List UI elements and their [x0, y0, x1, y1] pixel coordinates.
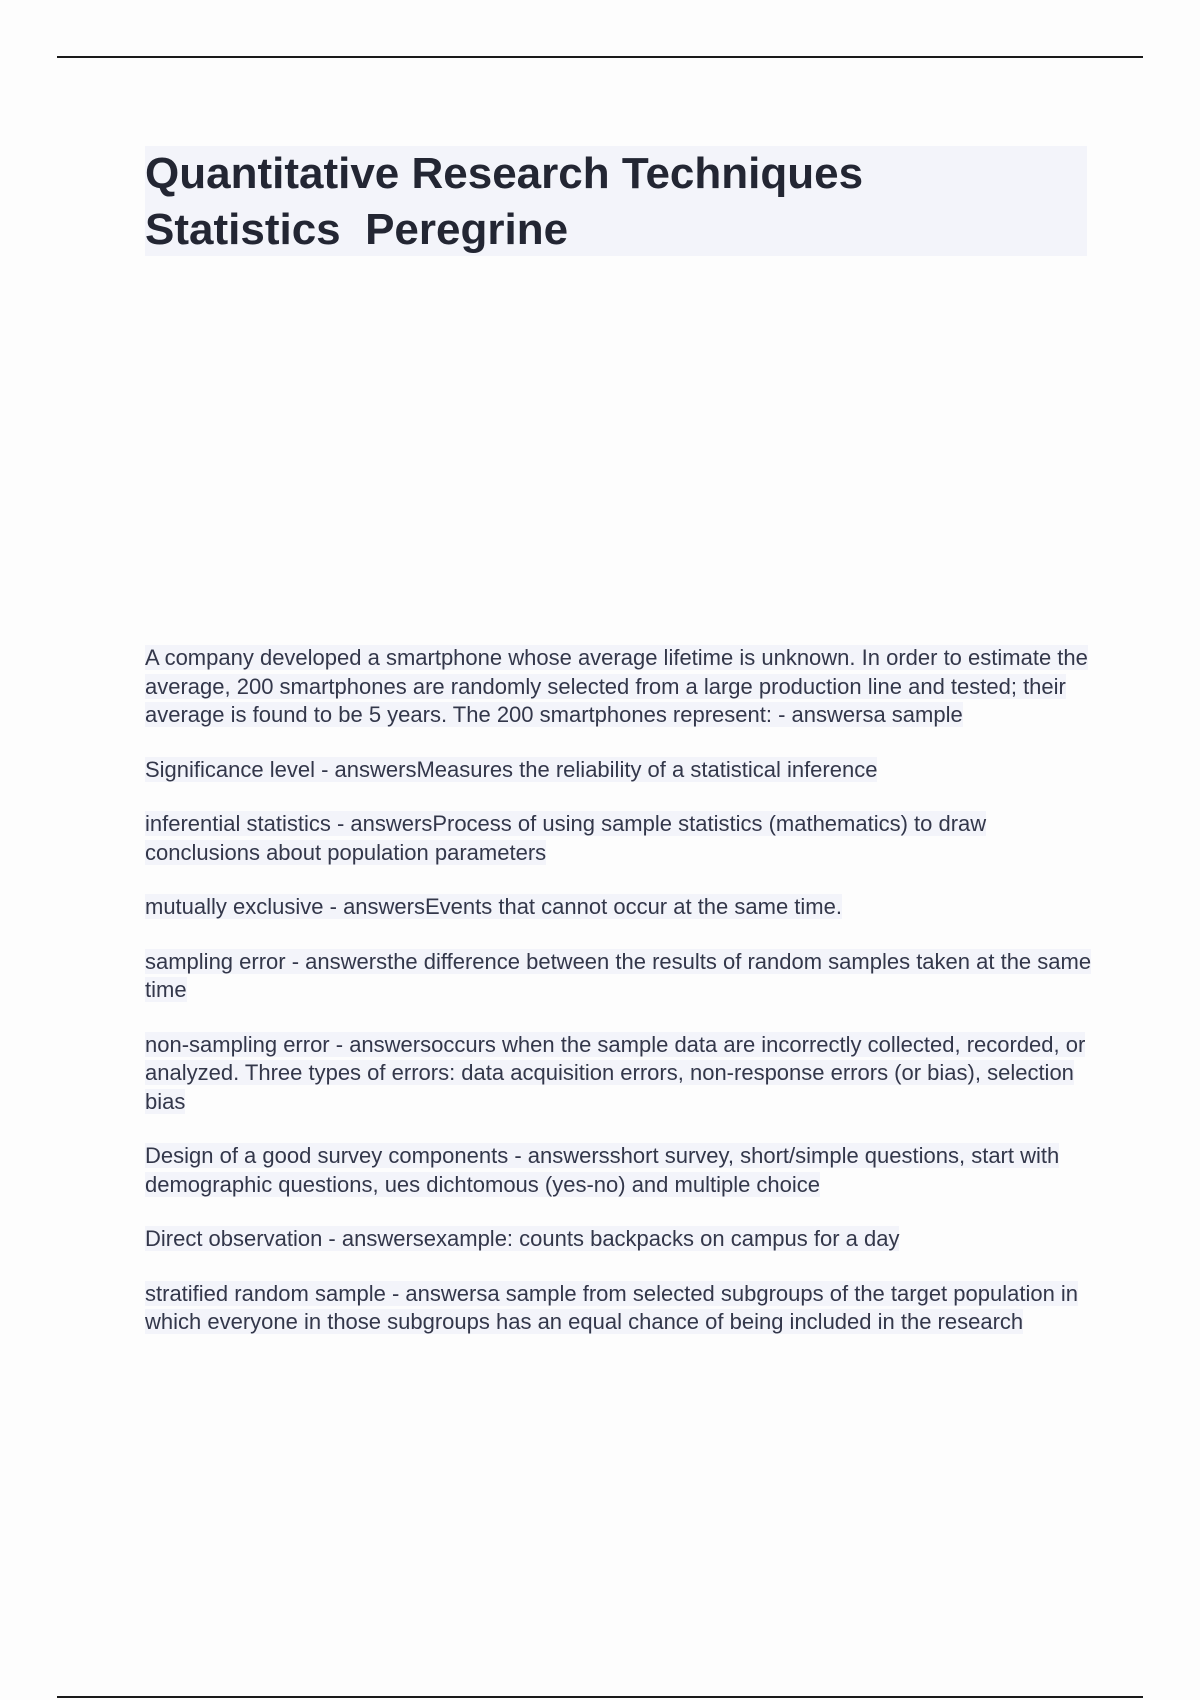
qa-item: Design of a good survey components - answersshort survey, short/simple questions, start with demographic questions, ues dichtomous (yes-no) and multiple choice	[145, 1143, 1060, 1197]
qa-item: Direct observation - answersexample: counts backpacks on campus for a day	[145, 1226, 900, 1251]
qa-item: Significance level - answersMeasures the reliability of a statistical inference	[145, 756, 878, 782]
qa-item: mutually exclusive - answersEvents that cannot occur at the same time.	[145, 894, 842, 919]
qa-item: stratified random sample - answersa sample from selected subgroups of the target population in which everyone in those subgroups has an equal chance of being included in the research	[145, 1280, 1079, 1334]
page-bottom-rule	[57, 1696, 1143, 1698]
qa-list	[145, 644, 1095, 1363]
page-top-rule	[57, 56, 1143, 58]
qa-item: A company developed a smartphone whose average lifetime is unknown. In order to estimate the average, 200 smartphones are randomly selected from a large production line and tested; their average is found to be 5 years. The 200 smartphones represent: - answersa sample	[145, 645, 1088, 727]
qa-item: inferential statistics - answersProcess of using sample statistics (mathematics) to draw conclusions about population parameters	[145, 811, 987, 865]
title-line-1: Quantitative Research Techniques	[145, 149, 864, 198]
title-block	[145, 146, 1087, 256]
document-title	[145, 146, 1087, 258]
qa-item: sampling error - answersthe difference between the results of random samples taken at the same time	[145, 948, 1092, 1002]
qa-item: non-sampling error - answersoccurs when the sample data are incorrectly collected, recorded, or analyzed. Three types of errors: data acquisition errors, non-response errors (or bias), selection bias	[145, 1031, 1086, 1114]
title-line-2: Statistics Peregrine	[145, 205, 569, 254]
